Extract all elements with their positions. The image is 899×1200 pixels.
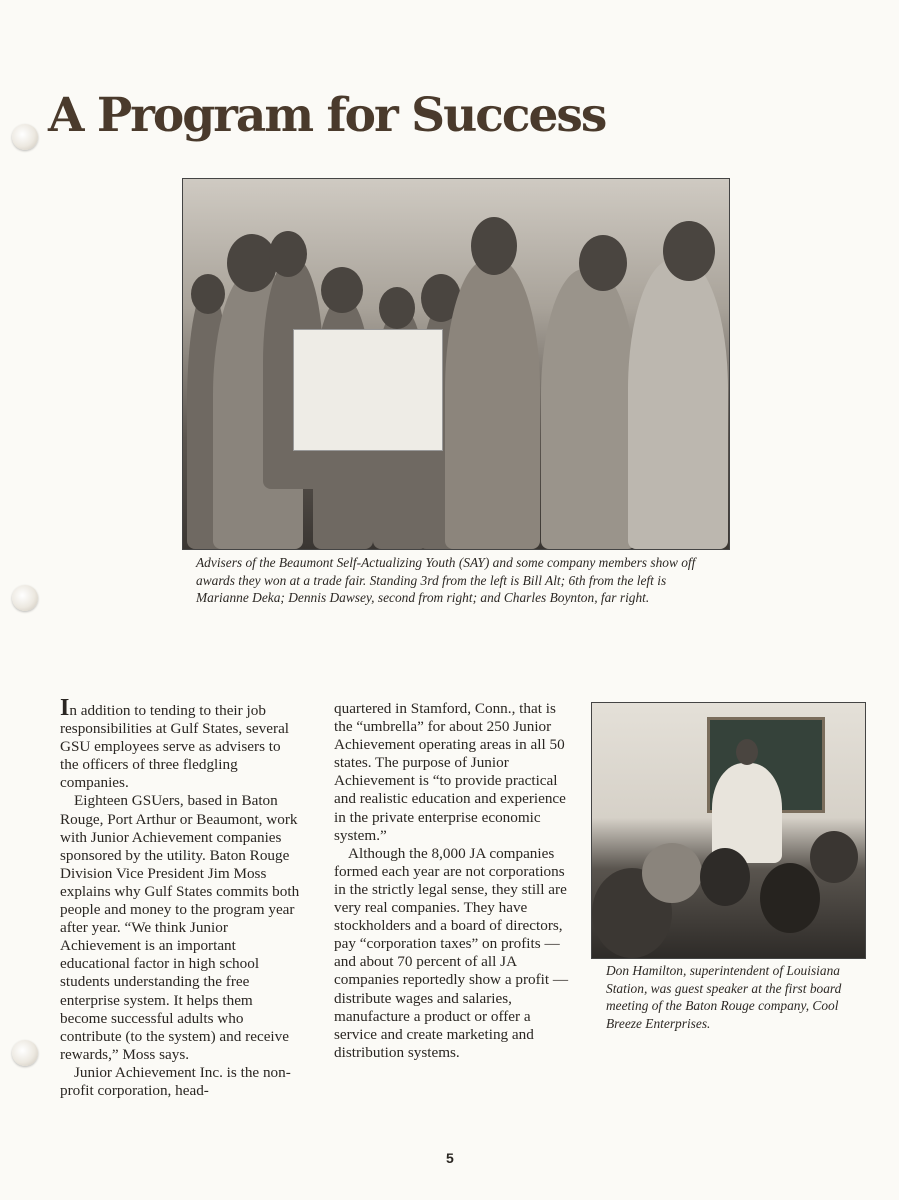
meeting-photo-caption: Don Hamilton, superintendent of Louisiana Station, was guest speaker at the first board meeting of the Baton Rouge company, Cool Breeze Enterprises. [606,963,842,1031]
meeting-photo [591,702,866,959]
binder-hole-middle [12,585,38,611]
group-photo-caption: Advisers of the Beaumont Self-Actualizing Youth (SAY) and some company members show off awards they won at a trade fair. Standing 3rd from the left is Bill Alt; 6th from the left is Marianne Deka; Dennis Dawsey, second from right; and Charles Boynton, far right. [196,555,696,605]
article-title: A Program for Success [48,88,606,143]
article-column-2 [334,700,576,1062]
group-photo [182,178,730,550]
binder-hole-bottom [12,1040,38,1066]
binder-hole-top [12,124,38,150]
page-number: 5 [446,1150,454,1166]
article-column-1 [60,695,302,1100]
paragraph-4: quartered in Stamford, Conn., that is the “umbrella” for about 250 Junior Achievement operating areas in all 50 states. The purpose of Junior Achievement is “to provide practical and realistic education and experience in the private enterprise economic system.” [334,700,566,844]
paragraph-3: Junior Achievement Inc. is the non-profit corporation, head- [60,1063,291,1099]
paragraph-5: Although the 8,000 JA companies formed each year are not corporations in the strictly legal sense, they still are very real companies. They have stockholders and a board of directors, pay “corporation taxes” on profits — and about 70 percent of all JA companies reportedly show a profit — distribute wages and salaries, manufacture a product or offer a service and create marketing and distribution systems. [334,844,569,1061]
paragraph-1: In addition to tending to their job responsibilities at Gulf States, several GSU employees serve as advisers to the officers of three fledgling companies. [60,695,290,792]
drop-cap: I [60,695,70,721]
paragraph-2: Eighteen GSUers, based in Baton Rouge, Port Arthur or Beaumont, work with Junior Achievement companies sponsored by the utility. Baton Rouge Division Vice President Jim Moss explains why Gulf States commits both people and money to the program year after year. “We think Junior Achievement is an important educational factor in high school students understanding the free enterprise system. It helps them become successful adults who contribute (to the system) and receive rewards,” Moss says. [60,792,300,1063]
